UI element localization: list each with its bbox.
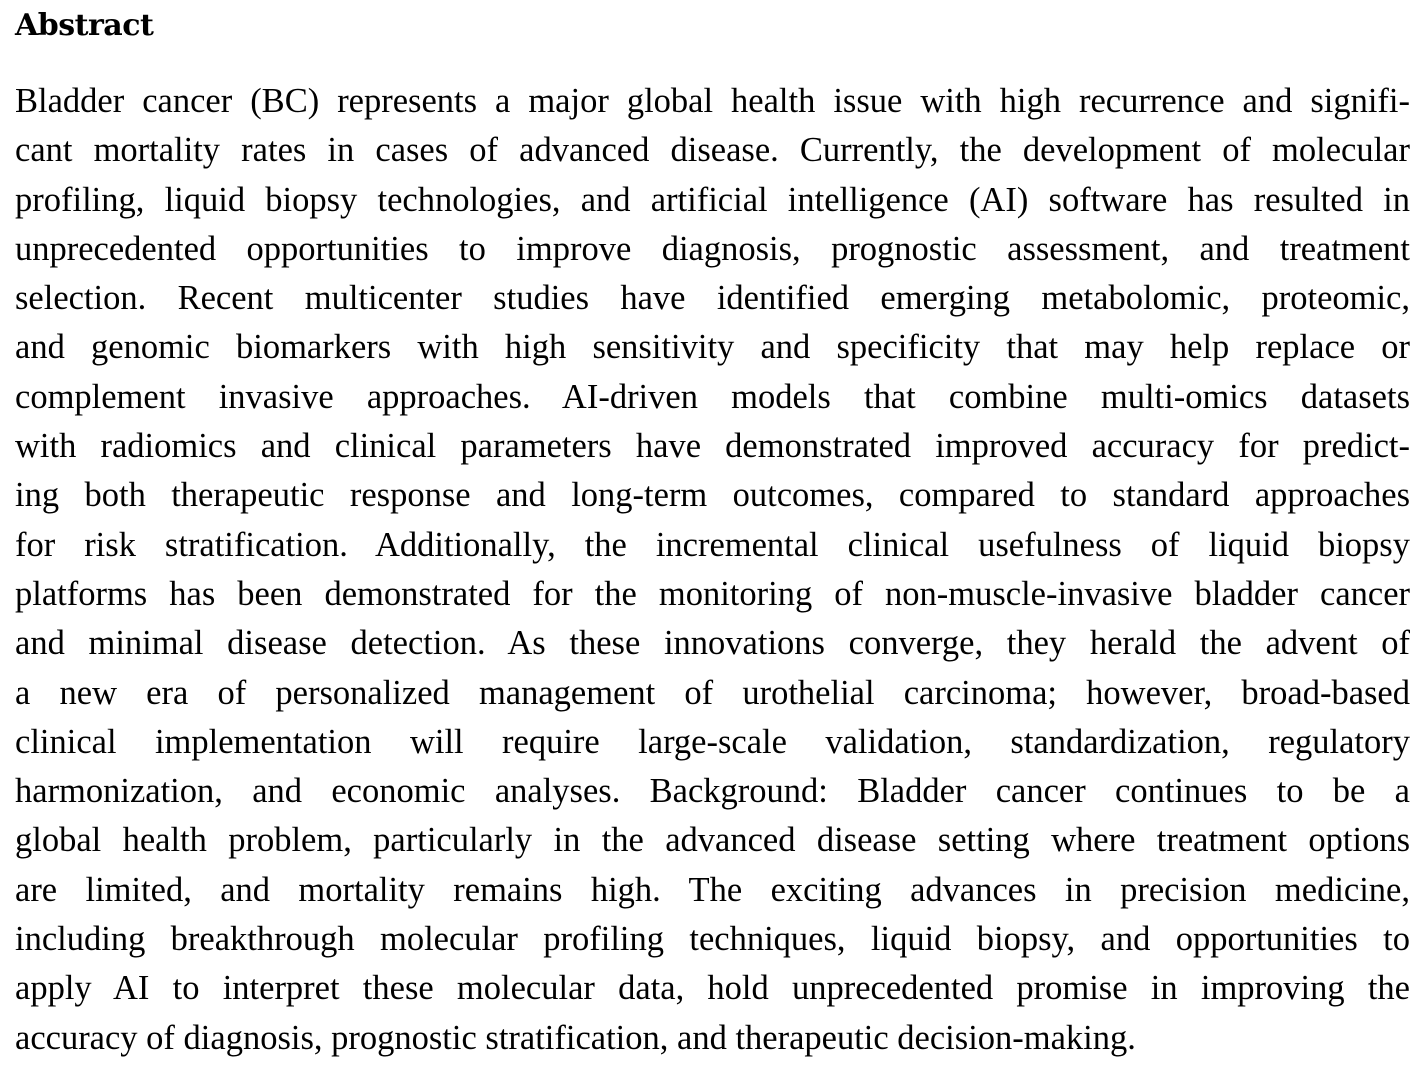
- abstract-line: harmonization, and economic analyses. Background: Bladder cancer continues to be a: [15, 772, 1410, 811]
- abstract-line: platforms has been demonstrated for the monitoring of non-muscle-invasive bladder cancer: [15, 574, 1410, 613]
- abstract-line: apply AI to interpret these molecular data, hold unprecedented promise in improving the: [15, 969, 1410, 1008]
- abstract-line: cant mortality rates in cases of advanced disease. Currently, the development of molecular: [15, 131, 1410, 170]
- abstract-line: with radiomics and clinical parameters have demonstrated improved accuracy for predict-: [15, 427, 1410, 466]
- abstract-line: profiling, liquid biopsy technologies, and artificial intelligence (AI) software has resulted in: [15, 180, 1410, 219]
- abstract-line: ing both therapeutic response and long-term outcomes, compared to standard approaches: [15, 476, 1410, 515]
- abstract-line: for risk stratification. Additionally, the incremental clinical usefulness of liquid biopsy: [15, 525, 1410, 564]
- abstract-line: and genomic biomarkers with high sensitivity and specificity that may help replace or: [15, 328, 1410, 367]
- abstract-body: [15, 77, 1410, 1063]
- abstract-line: complement invasive approaches. AI-driven models that combine multi-omics datasets: [15, 377, 1410, 416]
- abstract-line: and minimal disease detection. As these innovations converge, they herald the advent of: [15, 624, 1410, 663]
- abstract-line: clinical implementation will require large-scale validation, standardization, regulatory: [15, 722, 1410, 761]
- abstract-heading: Abstract: [15, 8, 154, 43]
- abstract-line: unprecedented opportunities to improve diagnosis, prognostic assessment, and treatment: [15, 229, 1410, 268]
- abstract-line: selection. Recent multicenter studies have identified emerging metabolomic, proteomic,: [15, 279, 1410, 318]
- abstract-line: including breakthrough molecular profiling techniques, liquid biopsy, and opportunities to: [15, 920, 1410, 959]
- abstract-line: accuracy of diagnosis, prognostic stratification, and therapeutic decision-making.: [15, 1018, 1136, 1057]
- abstract-line: a new era of personalized management of urothelial carcinoma; however, broad-based: [15, 673, 1410, 712]
- abstract-line: are limited, and mortality remains high. The exciting advances in precision medicine,: [15, 870, 1410, 909]
- abstract-line: Bladder cancer (BC) represents a major global health issue with high recurrence and signifi-: [15, 82, 1410, 120]
- abstract-line: global health problem, particularly in the advanced disease setting where treatment options: [15, 821, 1410, 860]
